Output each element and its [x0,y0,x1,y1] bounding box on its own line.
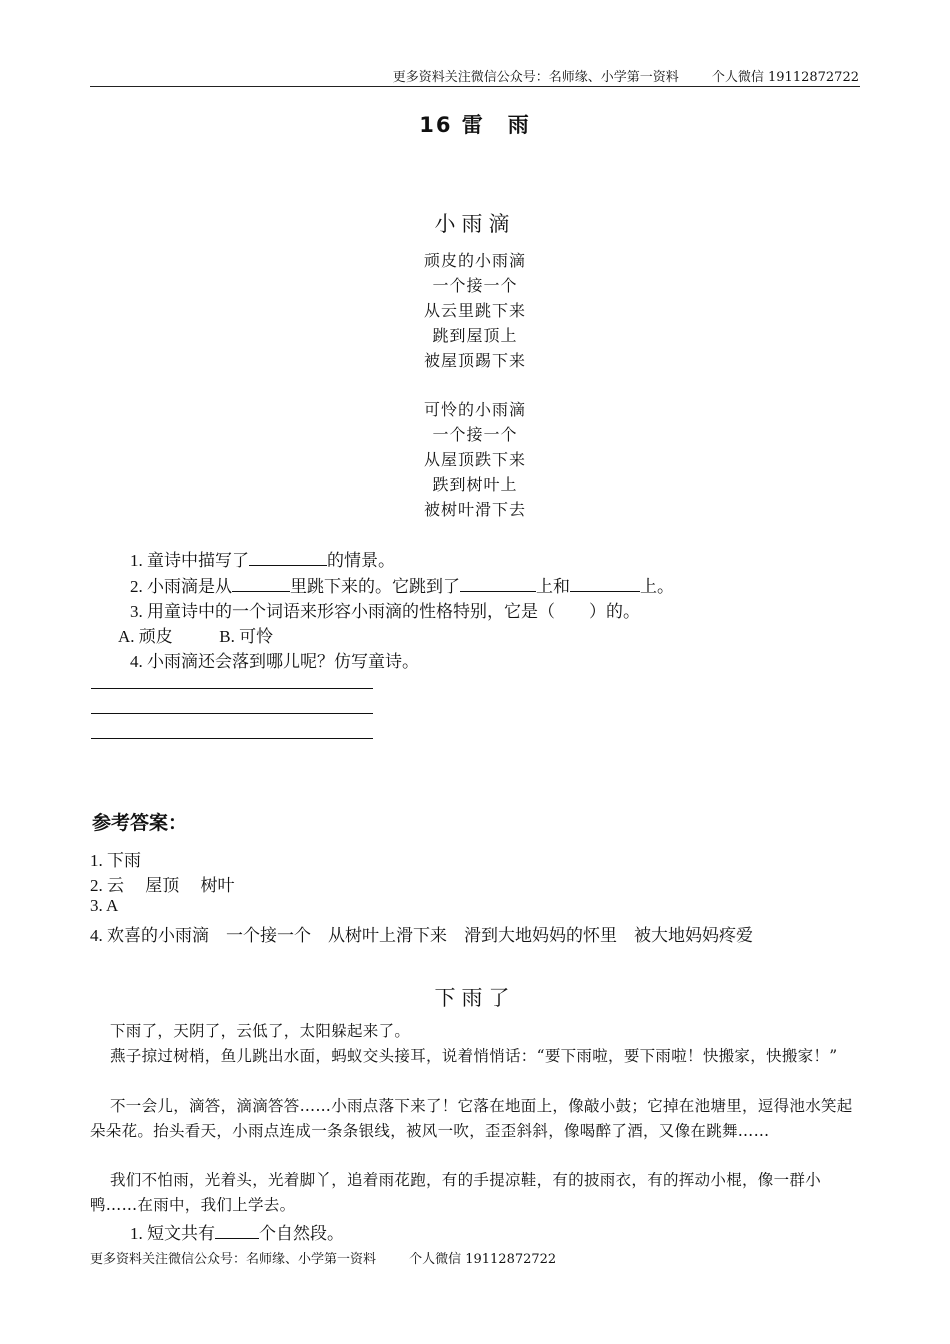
poem-line: 被屋顶踢下来 [423,351,526,370]
poem-line: 可怜的小雨滴 [423,400,526,419]
question-2-text: 上。 [640,577,674,596]
answer-blank[interactable] [460,575,536,592]
answer-blank[interactable] [249,549,327,566]
poem-line: 一个接一个 [432,425,518,444]
writing-line[interactable] [91,688,373,689]
writing-line[interactable] [91,713,373,714]
answer-item: 4. 欢喜的小雨滴 一个接一个 从树叶上滑下来 滑到大地妈妈的怀里 被大地妈妈疼爱 [90,926,753,945]
passage-title: 下雨了 [434,986,516,1010]
page-footer [90,1248,556,1267]
poem-line: 从屋顶跌下来 [423,450,526,469]
passage-paragraph: 我们不怕雨，光着头，光着脚丫，追着雨花跑，有的手提凉鞋，有的披雨衣，有的挥动小棍，像一群小鸭……在雨中，我们上学去。 [90,1171,822,1214]
answer-blank[interactable] [570,575,640,592]
question-2-text: 上和 [536,577,570,596]
option-b[interactable]: B. 可怜 [219,627,274,646]
answer-item: 1. 下雨 [90,851,141,870]
passage-question-1-text: 1. 短文共有 [130,1224,215,1243]
option-a[interactable]: A. 顽皮 [118,627,173,646]
question-2-text: 2. 小雨滴是从 [130,577,232,596]
question-3-options [118,622,273,647]
answer-blank[interactable] [215,1222,259,1239]
page-header [393,66,859,85]
poem-line: 跳到屋顶上 [432,326,518,345]
lesson-title: 16 雷 雨 [419,113,531,137]
poem-line: 跌到树叶上 [432,475,518,494]
writing-line[interactable] [91,738,373,739]
question-3: 3. 用童诗中的一个词语来形容小雨滴的性格特别，它是（ ）的。 [130,602,640,621]
poem-line: 被树叶滑下去 [423,500,526,519]
question-2-text: 里跳下来的。它跳到了 [290,577,460,596]
answer-blank[interactable] [232,575,290,592]
footer-note: 更多资料关注微信公众号：名师缘、小学第一资料 [90,1252,377,1267]
passage-paragraph: 下雨了，天阴了，云低了，太阳躲起来了。 [110,1022,411,1040]
passage-question-1-tail: 个自然段。 [259,1224,344,1243]
header-contact: 个人微信 19112872722 [711,70,859,85]
question-1-tail: 的情景。 [327,551,395,570]
answers-title: 参考答案： [92,812,188,834]
question-4: 4. 小雨滴还会落到哪儿呢？仿写童诗。 [130,652,419,671]
header-rule [90,86,860,87]
passage-paragraph: 燕子掠过树梢，鱼儿跳出水面，蚂蚁交头接耳，说着悄悄话：“要下雨啦，要下雨啦！快搬家，快搬家！” [110,1047,838,1065]
poem-title: 小雨滴 [434,212,516,236]
answer-item: 2. 云 屋顶 树叶 [90,876,235,895]
question-1-text: 1. 童诗中描写了 [130,551,249,570]
poem-line: 从云里跳下来 [423,301,526,320]
poem-line: 顽皮的小雨滴 [423,251,526,270]
passage-question-1 [130,1219,344,1244]
question-1 [130,546,395,571]
poem-line: 一个接一个 [432,276,518,295]
footer-contact: 个人微信 19112872722 [409,1252,557,1267]
question-2 [130,572,674,597]
answer-item: 3. A [90,896,119,915]
header-note: 更多资料关注微信公众号：名师缘、小学第一资料 [392,70,679,85]
passage-paragraph: 不一会儿，滴答，滴滴答答……小雨点落下来了！它落在地面上，像敲小鼓；它掉在池塘里，逗得池水笑起朵朵花。抬头看天，小雨点连成一条条银线，被风一吹，歪歪斜斜，像喝醉了酒，又像在跳舞…… [90,1097,853,1140]
